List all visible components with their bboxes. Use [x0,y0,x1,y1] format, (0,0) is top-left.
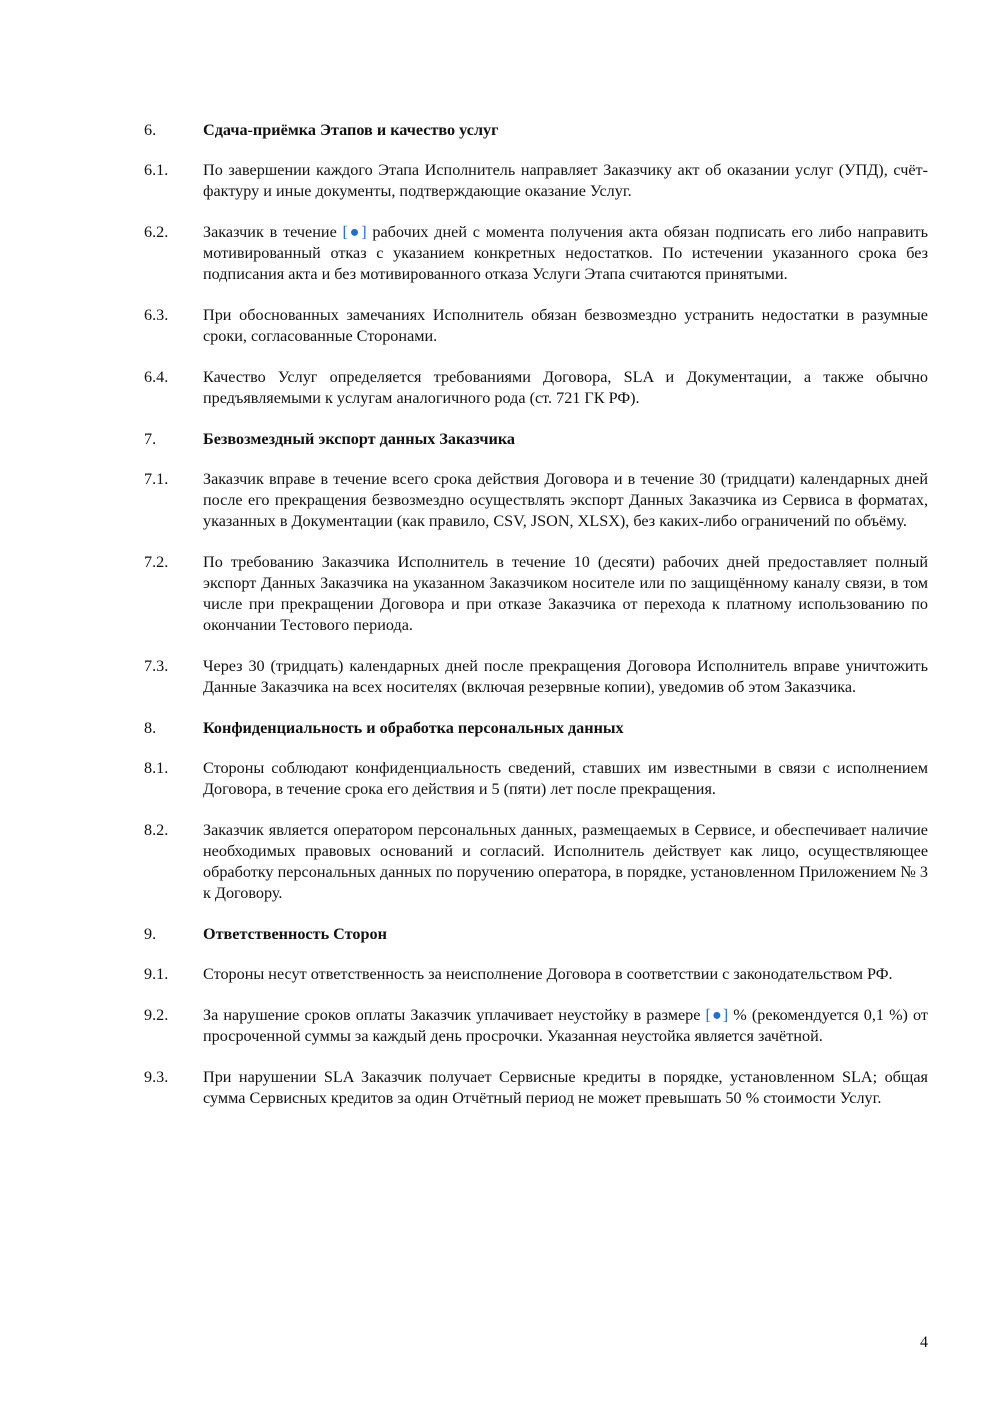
placeholder-marker: [●] [705,1006,729,1024]
clause-number: 8.2. [144,821,169,839]
section-number: 9. [144,925,157,943]
clause-text-part: Заказчик в течение [203,223,343,241]
section-title: Конфиденциальность и обработка персональных данных [203,719,624,737]
clause-number: 9.1. [144,965,169,983]
clause-number: 8.1. [144,759,169,777]
clause [144,552,928,636]
clause [144,820,928,904]
clause [144,964,928,985]
clause-text: Качество Услуг определяется требованиями Договора, SLA и Документации, а также обычно предъявляемыми к услугам аналогичного рода (ст. 721 ГК РФ). [203,368,928,407]
clause-text-part: рабочих дней с момента получения акта обязан подписать его либо направить мотивированный отказ с указанием конкретных недостатков. По истечении указанного срока без подписания акта и без мотивированного отказа Услуги Этапа считаются принятыми. [203,223,928,283]
clause-number: 6.4. [144,368,169,386]
clause-number: 6.2. [144,223,169,241]
section-title: Ответственность Сторон [203,925,387,943]
clause-number: 9.2. [144,1006,169,1024]
section-number: 6. [144,121,157,139]
clause-number: 6.3. [144,306,169,324]
clause [144,469,928,532]
clause-text: При нарушении SLA Заказчик получает Сервисные кредиты в порядке, установленном SLA; общая сумма Сервисных кредитов за один Отчётный период не может превышать 50 % стоимости Услуг. [203,1068,928,1107]
clause [144,367,928,409]
clause-text: По завершении каждого Этапа Исполнитель направляет Заказчику акт об оказании услуг (УПД), счёт-фактуру и иные документы, подтверждающие оказание Услуг. [203,161,928,200]
clause-number: 7.2. [144,553,169,571]
clause [144,222,928,285]
clause [144,1067,928,1109]
clause [144,160,928,202]
section-heading [144,718,928,739]
section-heading [144,120,928,141]
clause-number: 7.1. [144,470,169,488]
clause-number: 7.3. [144,657,169,675]
clause-text: Через 30 (тридцать) календарных дней после прекращения Договора Исполнитель вправе уничтожить Данные Заказчика на всех носителях (включая резервные копии), уведомив об этом Заказчика. [203,657,928,696]
clause-text-part: % (рекомендуется 0,1 %) от просроченной суммы за каждый день просрочки. Указанная неустойка является зачётной. [203,1006,928,1045]
clause-number: 6.1. [144,161,169,179]
section-number: 7. [144,430,157,448]
clause-text: При обоснованных замечаниях Исполнитель обязан безвозмездно устранить недостатки в разумные сроки, согласованные Сторонами. [203,306,928,345]
clause-text-part: За нарушение сроков оплаты Заказчик уплачивает неустойку в размере [203,1006,706,1024]
section-heading [144,429,928,450]
section-title: Безвозмездный экспорт данных Заказчика [203,430,515,448]
clause-text: По требованию Заказчика Исполнитель в течение 10 (десяти) рабочих дней предоставляет полный экспорт Данных Заказчика на указанном Заказчиком носителе или по защищённому каналу связи, в том числе при прекращении Договора и при отказе Заказчика от перехода к платному использованию по окончании Тестового периода. [203,553,928,634]
clause-number: 9.3. [144,1068,169,1086]
section-number: 8. [144,719,157,737]
clause-text [203,222,928,285]
clause [144,656,928,698]
clause-text: Заказчик является оператором персональных данных, размещаемых в Сервисе, и обеспечивает наличие необходимых правовых оснований и согласий. Исполнитель действует как лицо, осуществляющее обработку персональных данных по поручению оператора, в порядке, установленном Приложением № 3 к Договору. [203,821,928,902]
page-number: 4 [920,1334,928,1351]
clause-text: Стороны несут ответственность за неисполнение Договора в соответствии с законодательством РФ. [203,965,893,983]
clause [144,1005,928,1047]
clause [144,305,928,347]
section-title: Сдача-приёмка Этапов и качество услуг [203,121,499,139]
clause-text [203,1005,928,1047]
clause [144,758,928,800]
placeholder-marker: [●] [342,223,367,241]
section-heading [144,924,928,945]
clause-text: Заказчик вправе в течение всего срока действия Договора и в течение 30 (тридцати) календарных дней после его прекращения безвозмездно осуществлять экспорт Данных Заказчика из Сервиса в форматах, указанных в Документации (как правило, CSV, JSON, XLSX), без каких-либо ограничений по объёму. [203,470,928,530]
document-body [144,120,928,1129]
clause-text: Стороны соблюдают конфиденциальность сведений, ставших им известными в связи с исполнением Договора, в течение срока его действия и 5 (пяти) лет после прекращения. [203,759,928,798]
